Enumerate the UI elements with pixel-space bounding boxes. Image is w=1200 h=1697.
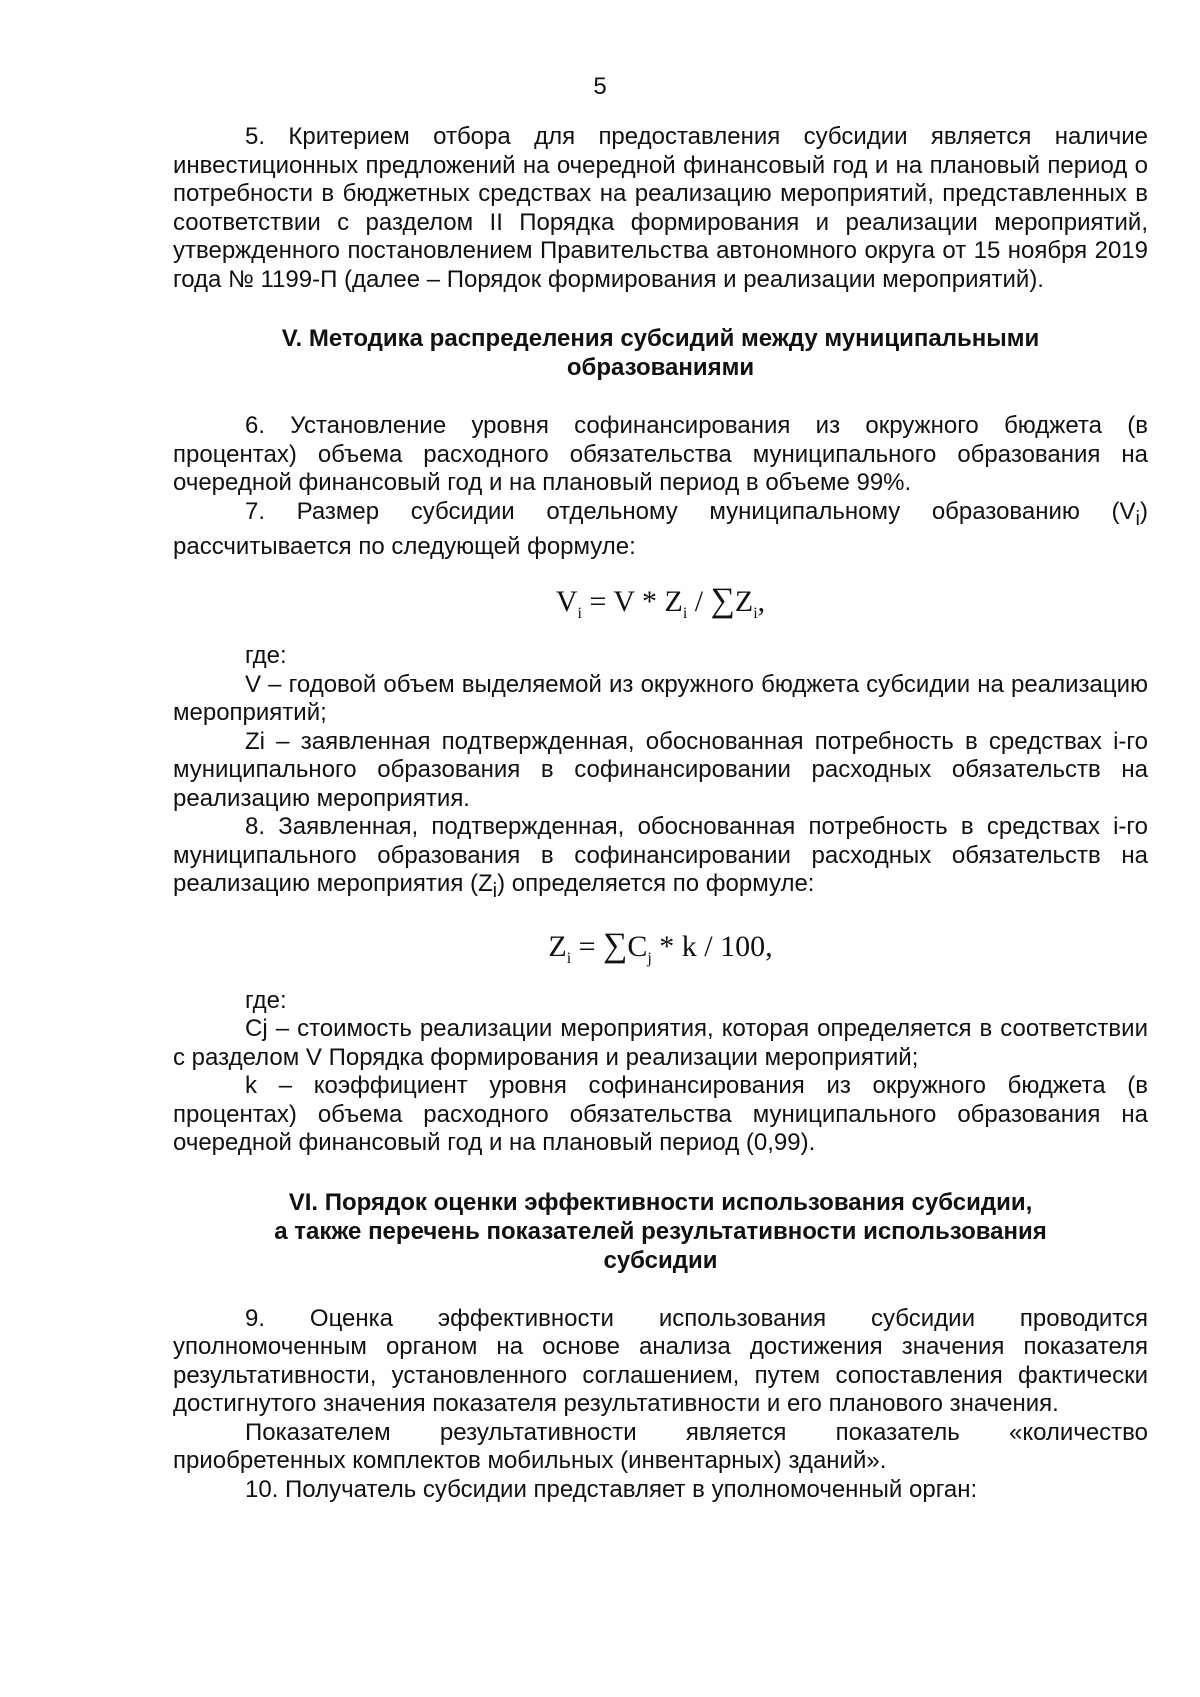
heading-v-line2: образованиями [566,354,755,381]
heading-vi-line2: а также перечень показателей результативности использования [274,1217,1047,1245]
where-label-1: где: [245,642,287,670]
definition-cj: Cj – стоимость реализации мероприятия, которая определяется в соответствии с разделом V Порядка формирования и реализации мероприятий; [173,1015,1148,1071]
definition-k: k – коэффициент уровня софинансирования из окружного бюджета (в процентах) объема расходного обязательства муниципального образования на очередной финансовый год и на плановый период (0,99). [173,1072,1148,1157]
definition-v: V – годовой объем выделяемой из окружного бюджета субсидии на реализацию мероприятий; [173,670,1148,727]
section-heading-v [173,324,1148,382]
formula-zi: $Z_i = \sum C_j * k / 100$, [548,926,773,967]
definition-zi: Zi – заявленная подтвержденная, обоснованная потребность в средствах i-го муниципального образования в софинансировании расходных обязательств на реализацию мероприятия. [173,727,1148,812]
formula-vi: $V_i = V * Z_i / \sum Z_i$, [555,582,766,623]
document-body [173,123,1148,1504]
sum-symbol: ∑ [603,926,628,964]
heading-vi-line3: субсидии [603,1246,718,1274]
heading-v-line1: V. Методика распределения субсидий между муниципальными [281,325,1040,352]
paragraph-5: 5. Критерием отбора для предоставления субсидии является наличие инвестиционных предложений на очередной финансовый год и на плановый период о потребности в бюджетных средствах на реализацию мероприятий, представленных в соответствии с разделом II Порядка формирования и реализации мероприятий, утвержденного постановлением Правительства автономного округа от 15 ноября 2019 года № 1199-П (далее – Порядок формирования и реализации мероприятий). [173,123,1148,293]
paragraph-7: 7. Размер субсидии отдельному муниципальному образованию $(V_i)$ рассчитывается по следующей формуле: [173,497,1148,560]
page-number: 5 [593,73,607,100]
where-label-2: где: [245,986,287,1014]
paragraph-9: 9. Оценка эффективности использования субсидии проводится уполномоченным органом на основе анализа достижения значения показателя результативности, установленного соглашением, путем сопоставления фактически достигнутого значения показателя результативности и его планового значения. [173,1304,1148,1418]
paragraph-6: 6. Установление уровня софинансирования из окружного бюджета (в процентах) объема расходного обязательства муниципального образования на очередной финансовый год и на плановый период в объеме 99%. [173,412,1148,496]
paragraph-9-indicator: Показателем результативности является показатель «количество приобретенных комплектов мобильных (инвентарных) зданий». [173,1418,1148,1475]
sum-symbol: ∑ [710,582,735,620]
paragraph-8: 8. Заявленная, подтвержденная, обоснованная потребность в средствах i-го муниципального образования в софинансировании расходных обязательств на реализацию мероприятия $(Z_i)$ определяется по формуле: [173,813,1148,903]
heading-vi-line1: VI. Порядок оценки эффективности использования субсидии, [288,1188,1033,1216]
paragraph-10: 10. Получатель субсидии представляет в уполномоченный орган: [245,1475,978,1503]
section-heading-vi [173,1188,1148,1275]
